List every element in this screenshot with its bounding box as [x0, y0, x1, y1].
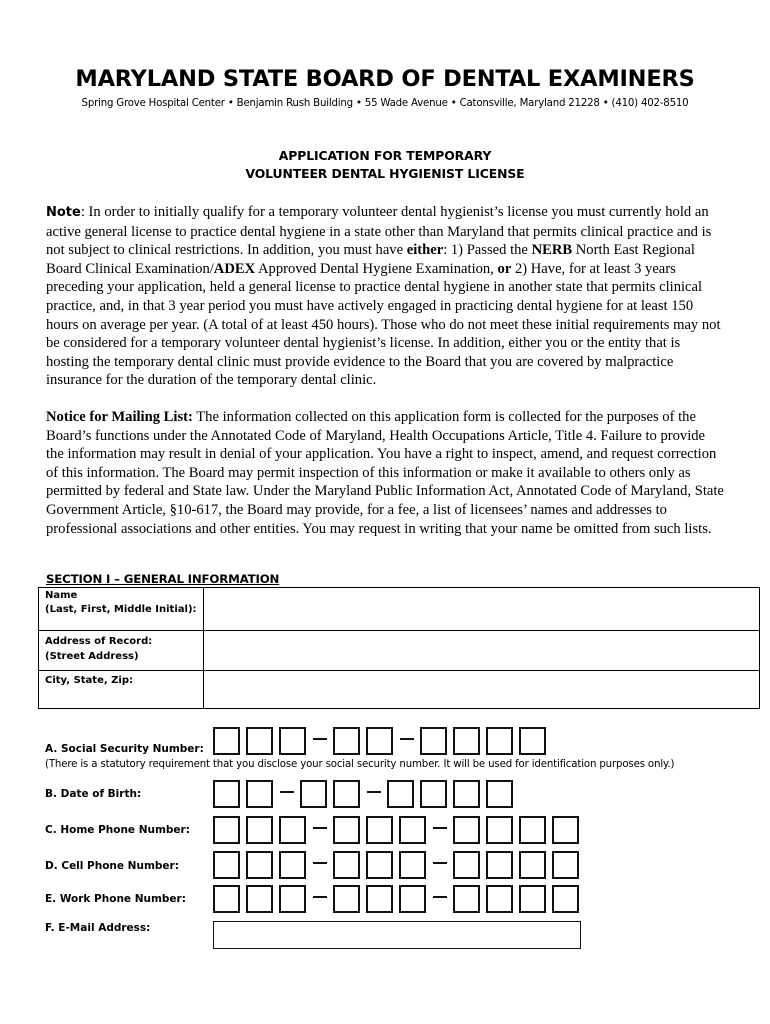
- cell-phone-label: D. Cell Phone Number:: [45, 860, 179, 872]
- ssn-digit-box[interactable]: [420, 727, 447, 755]
- email-input[interactable]: [213, 921, 581, 949]
- work-phone-digit-box[interactable]: [552, 885, 579, 913]
- ssn-digit-box[interactable]: [213, 727, 240, 755]
- dob-digit-box[interactable]: [387, 780, 414, 808]
- home-phone-digit-box[interactable]: [213, 816, 240, 844]
- home-phone-digit-box[interactable]: [279, 816, 306, 844]
- home-phone-digit-box[interactable]: [366, 816, 393, 844]
- dash: [313, 896, 327, 898]
- note-text-1: : In order to initially qualify for a temporary volunteer dental hygienist’s license you must currently hold an active general license to practice dental hygiene in a state other than Maryland that permits clinical practice and is not subject to clinical restrictions. In addition, you must have: [46, 204, 712, 259]
- work-phone-digit-box[interactable]: [399, 885, 426, 913]
- cell-phone-digit-box[interactable]: [453, 851, 480, 879]
- home-phone-digit-box[interactable]: [453, 816, 480, 844]
- work-phone-label: E. Work Phone Number:: [45, 893, 186, 905]
- address-label-line2: (Street Address): [45, 651, 139, 662]
- dob-input: [213, 780, 519, 808]
- board-title: MARYLAND STATE BOARD OF DENTAL EXAMINERS: [75, 66, 695, 92]
- ssn-digit-box[interactable]: [246, 727, 273, 755]
- cell-phone-digit-box[interactable]: [246, 851, 273, 879]
- cell-phone-digit-box[interactable]: [486, 851, 513, 879]
- cell-phone-digit-box[interactable]: [399, 851, 426, 879]
- ssn-digit-box[interactable]: [333, 727, 360, 755]
- work-phone-digit-box[interactable]: [366, 885, 393, 913]
- application-title-line2: VOLUNTEER DENTAL HYGIENIST LICENSE: [245, 166, 525, 181]
- dob-label: B. Date of Birth:: [45, 788, 142, 800]
- work-phone-digit-box[interactable]: [279, 885, 306, 913]
- dash: [400, 738, 414, 740]
- note-text-5: 2) Have, for at least 3 years preceding your application, held a general license to practice dental hygiene in another state that permits clinical practice, and, in that 3 year period you must have actively engaged in practicing dental hygiene for at least 150 hours on average per year. (A total of at least 450 hours). Those who do not meet these initial requirements may not be considered for a temporary volunteer dental hygienist’s license. In addition, either you or the entity that is hosting the temporary dental clinic must provide evidence to the Board that you are covered by malpractice insurance for the duration of the temporary dental clinic.: [46, 260, 721, 389]
- section-heading: SECTION I – GENERAL INFORMATION: [46, 572, 280, 586]
- table-row-address: [39, 630, 759, 671]
- home-phone-label: C. Home Phone Number:: [45, 824, 190, 836]
- dash: [367, 791, 381, 793]
- work-phone-digit-box[interactable]: [246, 885, 273, 913]
- table-row-name: [39, 588, 759, 630]
- note-label: Note: [46, 205, 81, 220]
- dash: [313, 827, 327, 829]
- ssn-input: [213, 727, 552, 755]
- cell-phone-digit-box[interactable]: [213, 851, 240, 879]
- cell-phone-digit-box[interactable]: [552, 851, 579, 879]
- ssn-digit-box[interactable]: [486, 727, 513, 755]
- name-label-line2: (Last, First, Middle Initial):: [45, 604, 197, 615]
- ssn-digit-box[interactable]: [519, 727, 546, 755]
- work-phone-input: [213, 885, 585, 913]
- note-nerb: NERB: [531, 242, 573, 259]
- mailing-notice-label: Notice for Mailing List:: [46, 409, 193, 425]
- note-paragraph: [46, 203, 726, 390]
- dob-digit-box[interactable]: [213, 780, 240, 808]
- email-label: F. E-Mail Address:: [45, 922, 151, 934]
- cell-phone-input: [213, 851, 585, 879]
- note-text-4: Approved Dental Hygiene Examination,: [255, 260, 498, 277]
- note-adex: ADEX: [213, 260, 256, 277]
- dash: [433, 862, 447, 864]
- dash: [433, 896, 447, 898]
- board-address: Spring Grove Hospital Center • Benjamin Rush Building • 55 Wade Avenue • Catonsville, Maryland 21228 • (410) 402-8510: [81, 98, 689, 109]
- note-text-3: North East Regional Board Clinical Examination/: [46, 242, 695, 277]
- home-phone-digit-box[interactable]: [486, 816, 513, 844]
- work-phone-digit-box[interactable]: [486, 885, 513, 913]
- mailing-list-notice: [46, 408, 726, 538]
- home-phone-digit-box[interactable]: [552, 816, 579, 844]
- ssn-digit-box[interactable]: [279, 727, 306, 755]
- dob-digit-box[interactable]: [300, 780, 327, 808]
- home-phone-digit-box[interactable]: [246, 816, 273, 844]
- home-phone-input: [213, 816, 585, 844]
- address-label: [45, 634, 152, 664]
- home-phone-digit-box[interactable]: [399, 816, 426, 844]
- cell-phone-digit-box[interactable]: [366, 851, 393, 879]
- work-phone-digit-box[interactable]: [333, 885, 360, 913]
- name-label: [45, 589, 197, 617]
- dob-digit-box[interactable]: [420, 780, 447, 808]
- note-or: or: [497, 260, 512, 277]
- dash: [313, 862, 327, 864]
- application-title-line1: APPLICATION FOR TEMPORARY: [278, 148, 492, 163]
- note-text-2: : 1) Passed the: [443, 242, 532, 259]
- ssn-label: A. Social Security Number:: [45, 743, 204, 755]
- note-either: either: [406, 242, 444, 259]
- dash: [433, 827, 447, 829]
- ssn-digit-box[interactable]: [366, 727, 393, 755]
- cell-phone-digit-box[interactable]: [279, 851, 306, 879]
- home-phone-digit-box[interactable]: [519, 816, 546, 844]
- work-phone-digit-box[interactable]: [453, 885, 480, 913]
- table-row-city-state-zip: [39, 670, 759, 709]
- address-label-line1: Address of Record:: [45, 636, 153, 647]
- general-information-table: [38, 587, 760, 709]
- dob-digit-box[interactable]: [333, 780, 360, 808]
- work-phone-digit-box[interactable]: [213, 885, 240, 913]
- home-phone-digit-box[interactable]: [333, 816, 360, 844]
- city-state-zip-label: City, State, Zip:: [45, 675, 133, 686]
- dash: [280, 791, 294, 793]
- mailing-notice-text: The information collected on this application form is collected for the purposes of the Board’s functions under the Annotated Code of Maryland, Health Occupations Article, Title 4. Failure to provide the information may result in denial of your application. You have a right to inspect, amend, and request correction of this information. The Board may permit inspection of this information or make it available to others only as permitted by federal and State law. Under the Maryland Public Information Act, Annotated Code of Maryland, State Government Article, §10-617, the Board may provide, for a fee, a list of licensees’ names and addresses to professional associations and other entities. You may request in writing that your name be omitted from such lists.: [46, 409, 724, 537]
- dash: [313, 738, 327, 740]
- dob-digit-box[interactable]: [246, 780, 273, 808]
- work-phone-digit-box[interactable]: [519, 885, 546, 913]
- ssn-note: (There is a statutory requirement that you disclose your social security number. It will be used for identification purposes only.): [45, 759, 675, 770]
- cell-phone-digit-box[interactable]: [519, 851, 546, 879]
- name-label-line1: Name: [45, 590, 78, 601]
- ssn-digit-box[interactable]: [453, 727, 480, 755]
- cell-phone-digit-box[interactable]: [333, 851, 360, 879]
- dob-digit-box[interactable]: [453, 780, 480, 808]
- dob-digit-box[interactable]: [486, 780, 513, 808]
